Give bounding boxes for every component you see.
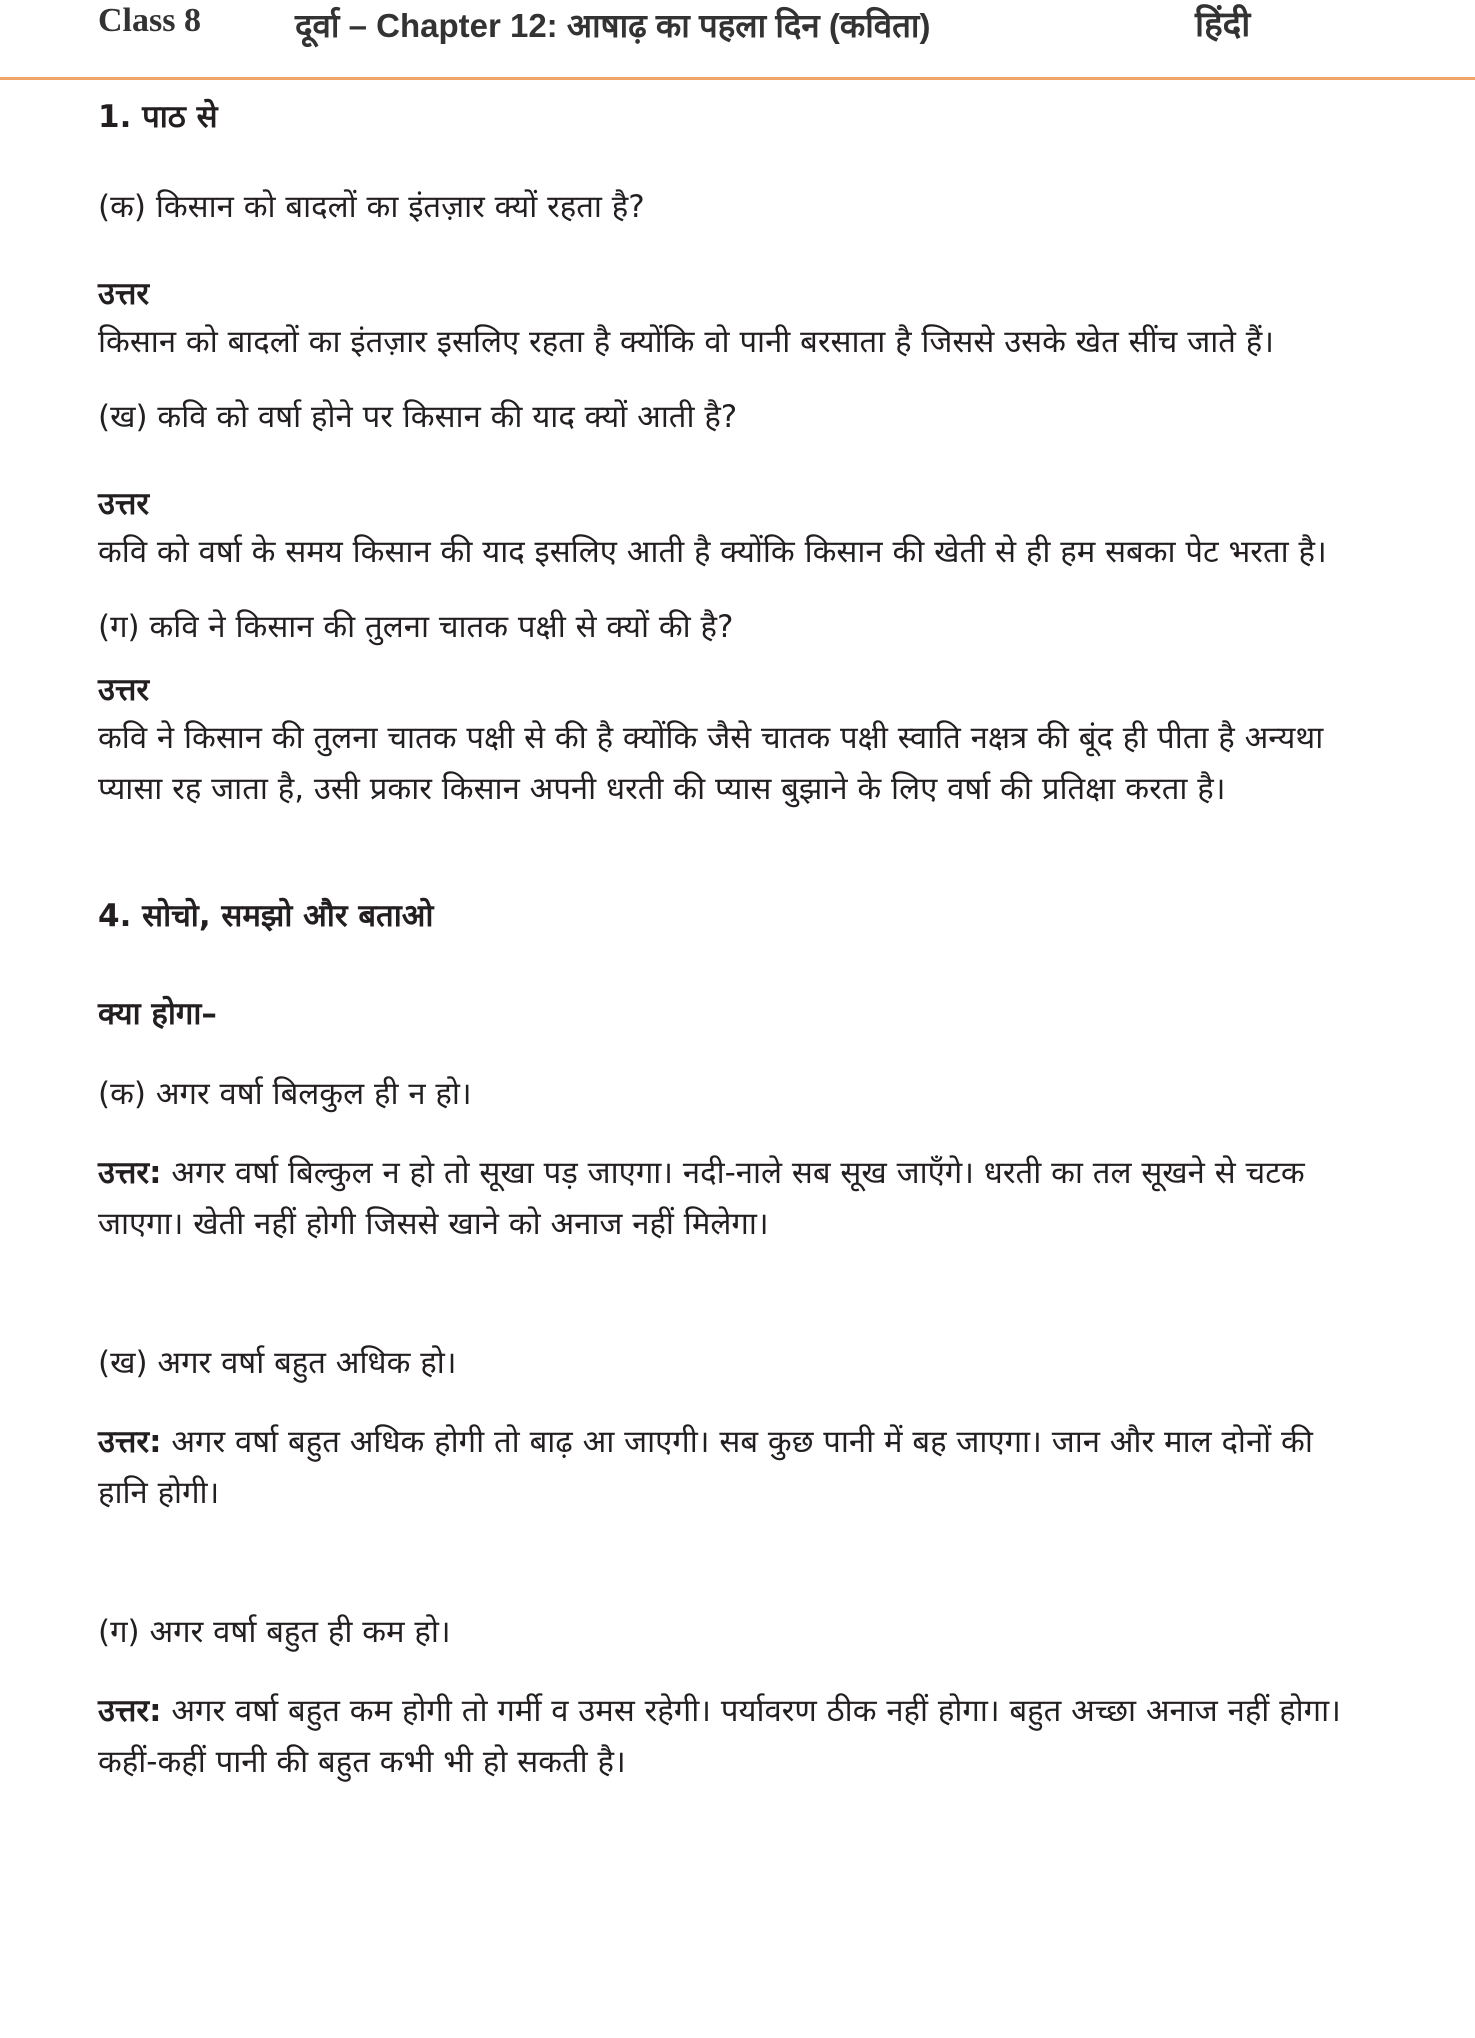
page-content (98, 92, 1358, 1788)
answer-label: उत्तर: (98, 1693, 162, 1729)
answer-text: अगर वर्षा बहुत अधिक होगी तो बाढ़ आ जाएगी। सब कुछ पानी में बह जाएगा। जान और माल दोनों की हानि होगी। (98, 1424, 1313, 1511)
answer: किसान को बादलों का इंतज़ार इसलिए रहता है क्योंकि वो पानी बरसाता है जिससे उसके खेत सींच जाते हैं। (98, 324, 1274, 360)
answer-text: अगर वर्षा बहुत कम होगी तो गर्मी व उमस रहेगी। पर्यावरण ठीक नहीं होगा। बहुत अच्छा अनाज नहीं होगा। कहीं-कहीं पानी की बहुत कभी भी हो सकती है। (98, 1693, 1341, 1780)
question: (ग) अगर वर्षा बहुत ही कम हो। (98, 1614, 451, 1650)
section-subheading: क्या होगा– (98, 996, 217, 1032)
question: (ग) कवि ने किसान की तुलना चातक पक्षी से क्यों की है? (98, 609, 734, 645)
chapter-title: दूर्वा – Chapter 12: आषाढ़ का पहला दिन (कविता) (295, 7, 931, 44)
answer-label: उत्तर (98, 276, 150, 312)
answer-label: उत्तर (98, 672, 150, 708)
answer-label: उत्तर: (98, 1424, 162, 1460)
section-socho-samjho (98, 891, 1358, 1788)
answer-label: उत्तर: (98, 1155, 162, 1191)
answer: कवि ने किसान की तुलना चातक पक्षी से की है क्योंकि जैसे चातक पक्षी स्वाति नक्षत्र की बूंद ही पीता है अन्यथा प्यासा रह जाता है, उसी प्रकार किसान अपनी धरती की प्यास बुझाने के लिए वर्षा की प्रतिक्षा करता है। (98, 720, 1324, 807)
question: (ख) अगर वर्षा बहुत अधिक हो। (98, 1345, 457, 1381)
question: (क) अगर वर्षा बिलकुल ही न हो। (98, 1076, 472, 1112)
section-path-se (98, 92, 1358, 815)
answer (98, 1148, 1358, 1250)
answer (98, 1686, 1358, 1788)
question: (क) किसान को बादलों का इंतज़ार क्यों रहता है? (98, 189, 645, 225)
question: (ख) कवि को वर्षा होने पर किसान की याद क्यों आती है? (98, 399, 738, 435)
answer-label: उत्तर (98, 486, 150, 522)
page-header (0, 0, 1475, 80)
subject-label: हिंदी (1195, 5, 1251, 45)
answer: कवि को वर्षा के समय किसान की याद इसलिए आती है क्योंकि किसान की खेती से ही हम सबका पेट भरता है। (98, 534, 1327, 570)
answer-text: अगर वर्षा बिल्कुल न हो तो सूखा पड़ जाएगा। नदी-नाले सब सूख जाएँगे। धरती का तल सूखने से चटक जाएगा। खेती नहीं होगी जिससे खाने को अनाज नहीं मिलेगा। (98, 1155, 1305, 1242)
section-heading: 1. पाठ से (98, 99, 218, 135)
class-label: Class 8 (98, 2, 201, 39)
section-heading: 4. सोचो, समझो और बताओ (98, 898, 434, 934)
answer (98, 1417, 1358, 1519)
